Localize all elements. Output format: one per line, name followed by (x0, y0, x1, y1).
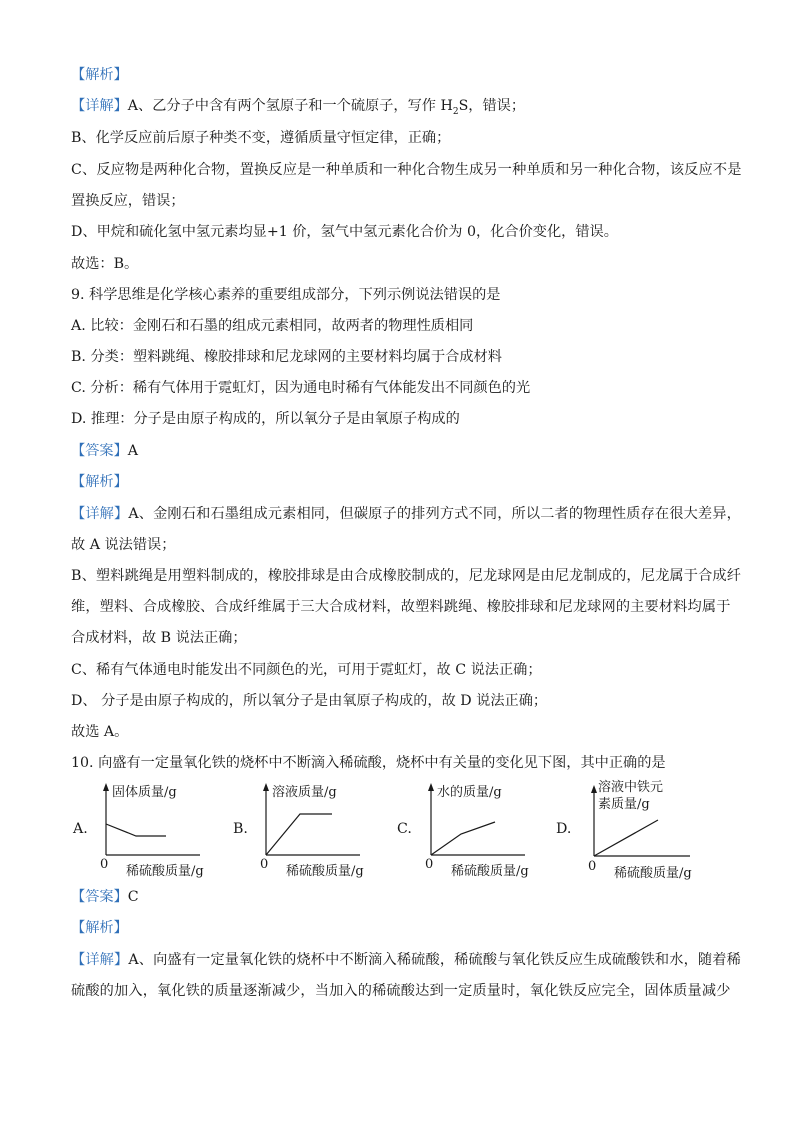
y-axis-arrow-icon (428, 783, 434, 791)
q9-option-d: D. 推理：分子是由原子构成的，所以氧分子是由氧原子构成的 (71, 411, 460, 427)
q9-detail-b2: 维，塑料、合成橡胶、合成纤维属于三大合成材料，故塑料跳绳、橡胶排球和尼龙球网的主要材料均属于 (71, 599, 731, 615)
detail-line-b: B、化学反应前后原子种类不变，遵循质量守恒定律，正确； (71, 130, 451, 146)
detail-text: A、乙分子中含有两个氢原子和一个硫原子，写作 H (127, 98, 453, 114)
q9-answer (71, 441, 138, 461)
graph-a-ylabel: 固体质量/g (112, 785, 177, 800)
graph-b-xlabel: 稀硫酸质量/g (286, 864, 364, 879)
detail-tag: 【详解】 (71, 952, 129, 968)
detail-line-a (71, 96, 525, 122)
q9-detail-b3: 合成材料，故 B 说法正确； (71, 630, 247, 646)
graph-c-origin: 0 (425, 857, 434, 872)
analysis-tag: 【解析】 (71, 67, 128, 83)
q9-detail-b1: B、塑料跳绳是用塑料制成的，橡胶排球是由合成橡胶制成的，尼龙球网是由尼龙制成的，尼龙属于合成纤 (71, 568, 742, 584)
q9-detail-d: D、 分子是由原子构成的，所以氧分子是由氧原子构成的，故 D 说法正确； (71, 693, 548, 709)
graph-d-label: D. (556, 821, 572, 837)
q10-detail-a2: 硫酸的加入，氧化铁的质量逐渐减少，当加入的稀硫酸达到一定质量时，氧化铁反应完全，固体质量减少 (71, 983, 731, 999)
answer-value: A (127, 443, 139, 459)
q9-option-b: B. 分类：塑料跳绳、橡胶排球和尼龙球网的主要材料均属于合成材料 (71, 349, 502, 365)
graph-c-xlabel: 稀硫酸质量/g (451, 864, 529, 879)
q9-option-c: C. 分析：稀有气体用于霓虹灯，因为通电时稀有气体能发出不同颜色的光 (71, 380, 531, 396)
graph-c-curve (431, 822, 495, 855)
graph-c-label: C. (397, 821, 412, 837)
graph-d-ylabel-line1: 溶液中铁元 (598, 780, 664, 795)
detail-line-c1: C、反应物是两种化合物，置换反应是一种单质和一种化合物生成另一种单质和另一种化合物，该反应不是 (71, 162, 742, 178)
answer-tag: 【答案】 (71, 889, 128, 905)
q9-option-a: A. 比较：金刚石和石墨的组成元素相同，故两者的物理性质相同 (71, 318, 474, 334)
q9-analysis-tag: 【解析】 (71, 474, 128, 490)
detail-tag: 【详解】 (71, 98, 128, 114)
detail-tag: 【详解】 (71, 506, 129, 522)
detail-text-tail: S，错误； (458, 98, 526, 114)
graph-c (415, 780, 550, 880)
graph-b-label: B. (233, 821, 248, 837)
q10-answer (71, 887, 139, 907)
q9-detail-a2: 故 A 说法错误； (71, 537, 176, 553)
graph-d (578, 776, 713, 882)
graph-d-ylabel-line2: 素质量/g (598, 797, 650, 812)
y-axis-arrow-icon (263, 783, 269, 791)
q9-conclusion: 故选 A。 (71, 724, 129, 740)
q10-analysis-tag: 【解析】 (71, 920, 128, 936)
graph-a (90, 780, 225, 880)
graph-d-curve (594, 820, 658, 856)
detail-line-c2: 置换反应，错误； (71, 193, 185, 209)
y-axis-arrow-icon (591, 785, 597, 793)
q9-detail-c: C、稀有气体通电时能发出不同颜色的光，可用于霓虹灯，故 C 说法正确； (71, 662, 542, 678)
q10-stem: 10. 向盛有一定量氧化铁的烧杯中不断滴入稀硫酸，烧杯中有关量的变化见下图，其中正确的是 (71, 755, 666, 771)
graph-b-ylabel: 溶液质量/g (272, 785, 337, 800)
detail-line-d: D、甲烷和硫化氢中氢元素均显+1 价，氢气中氢元素化合价为 0，化合价变化，错误。 (71, 224, 618, 240)
graph-d-origin: 0 (588, 859, 597, 874)
detail-text: A、金刚石和石墨组成元素相同，但碳原子的排列方式不同，所以二者的物理性质存在很大差异， (128, 506, 741, 522)
graph-c-ylabel: 水的质量/g (437, 785, 502, 800)
answer-tag: 【答案】 (71, 443, 128, 459)
graph-d-xlabel: 稀硫酸质量/g (614, 866, 692, 881)
answer-line: 故选：B。 (71, 256, 139, 272)
q10-detail-a1 (71, 950, 741, 970)
q9-detail-a1 (71, 504, 741, 524)
q9-stem: 9. 科学思维是化学核心素养的重要组成部分，下列示例说法错误的是 (71, 287, 501, 303)
y-axis-arrow-icon (103, 783, 109, 791)
graph-b (250, 780, 385, 880)
graph-a-curve (106, 824, 166, 836)
graph-b-curve (266, 814, 332, 855)
graph-a-label: A. (73, 821, 88, 837)
answer-value: C (127, 889, 139, 905)
detail-text: A、向盛有一定量氧化铁的烧杯中不断滴入稀硫酸，稀硫酸与氧化铁反应生成硫酸铁和水，随着稀 (128, 952, 741, 968)
graph-b-origin: 0 (260, 857, 269, 872)
graph-a-xlabel: 稀硫酸质量/g (126, 864, 204, 879)
subscript: 2 (452, 106, 459, 117)
graph-a-origin: 0 (100, 857, 109, 872)
